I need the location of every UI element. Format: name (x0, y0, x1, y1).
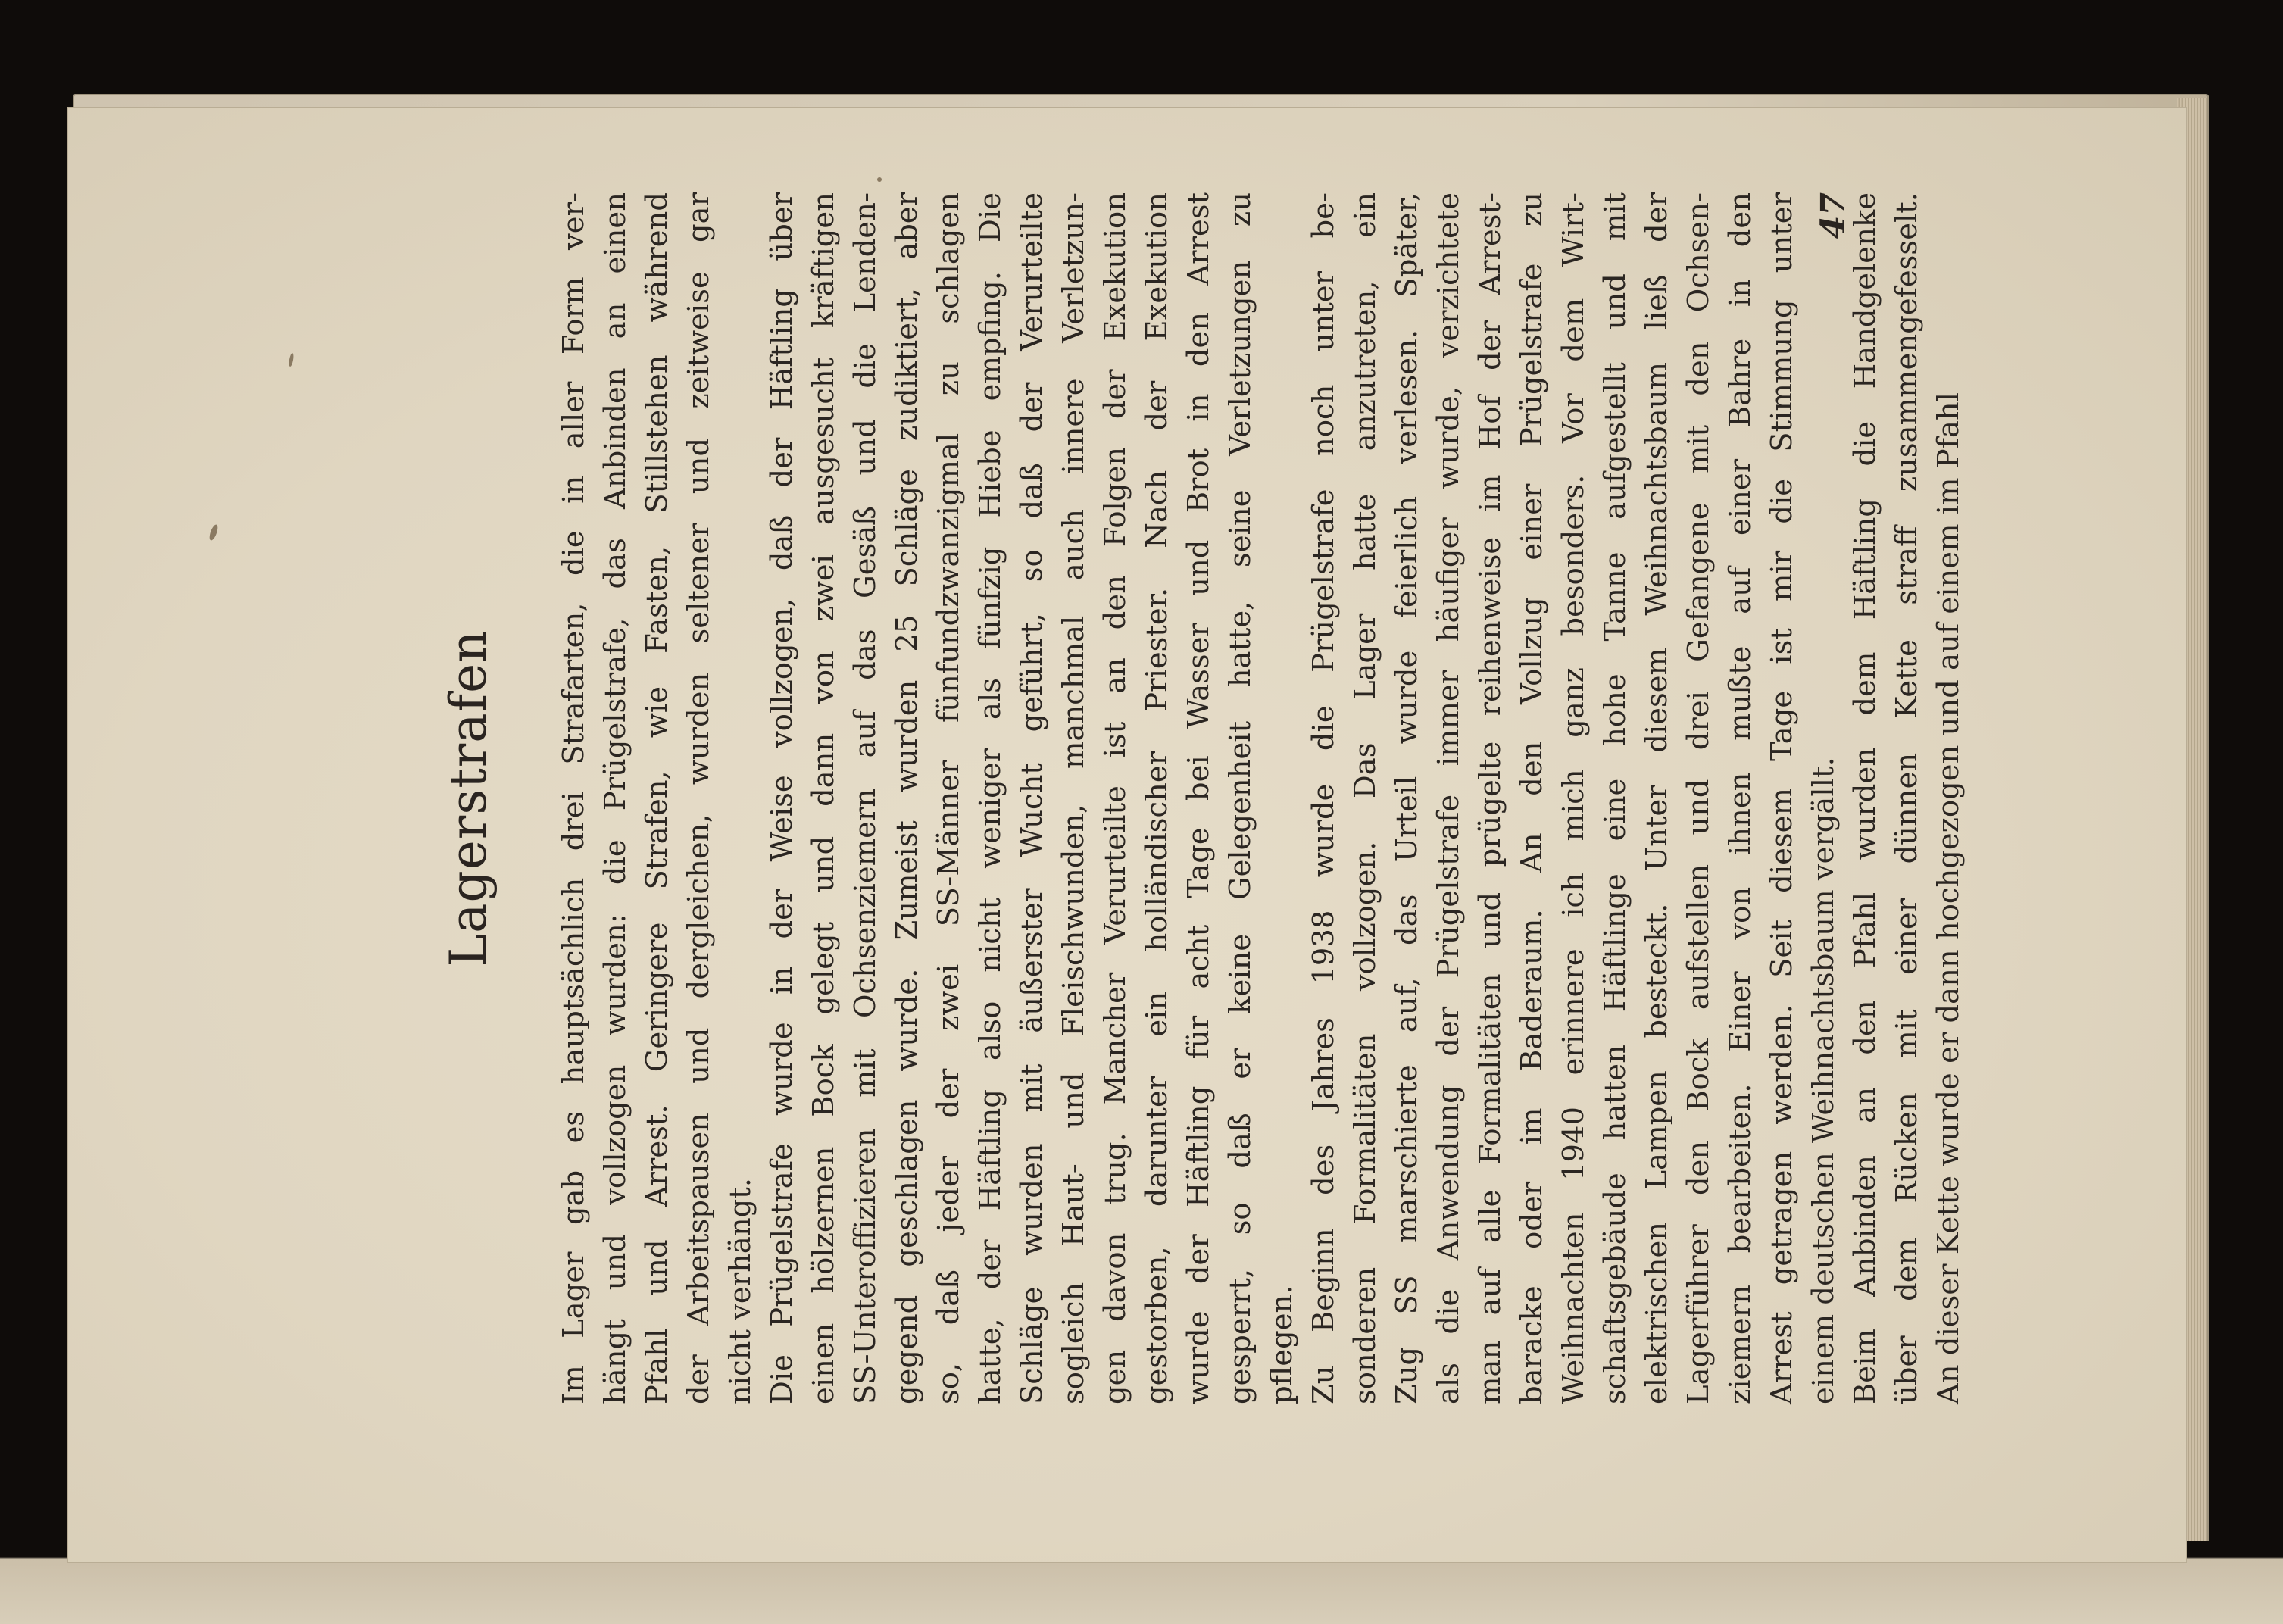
text-line: ziemern bearbeiten. Einer von ihnen mußte auf einer Bahre in den (1723, 192, 1757, 1404)
text-line: gen davon trug. Mancher Verurteilte ist an den Folgen der Exekution (1098, 192, 1132, 1404)
text-line: der Arbeitspausen und dergleichen, wurden seltener und zeitweise gar (682, 192, 716, 1404)
text-line: Weihnachten 1940 erinnere ich mich ganz besonders. Vor dem Wirt- (1557, 192, 1591, 1404)
paper-speck (208, 523, 219, 541)
text-line: Die Prügelstrafe wurde in der Weise vollzogen, daß der Häftling über (765, 192, 799, 1404)
text-line: Lagerführer den Bock aufstellen und drei Gefangene mit den Ochsen- (1682, 192, 1716, 1404)
text-line: man auf alle Formalitäten und prügelte reihenweise im Hof der Arrest- (1473, 192, 1507, 1404)
text-line: baracke oder im Baderaum. An den Vollzug einer Prügelstrafe zu (1515, 192, 1549, 1404)
paragraph (761, 192, 1303, 1404)
text-line: An dieser Kette wurde er dann hochgezogen und auf einem im Pfahl (1932, 392, 1966, 1404)
page-title: Lagerstrafen (439, 629, 498, 967)
text-line: Zu Beginn des Jahres 1938 wurde die Prügelstrafe noch unter be- (1307, 192, 1341, 1404)
text-line: Schläge wurden mit äußerster Wucht geführt, so daß der Verurteilte (1015, 192, 1049, 1404)
text-line: Beim Anbinden an den Pfahl wurden dem Häftling die Handgelenke (1848, 192, 1882, 1404)
text-line: einen hölzernen Bock gelegt und dann von zwei ausgesucht kräftigen (807, 192, 841, 1404)
text-line: Pfahl und Arrest. Geringere Strafen, wie Fasten, Stillstehen während (640, 192, 674, 1404)
page-number: 47 (1814, 192, 1853, 239)
text-line: hatte, der Häftling also nicht weniger als fünfzig Hiebe empfing. Die (973, 192, 1007, 1404)
text-line: sogleich Haut- und Fleischwunden, manchmal auch innere Verletzun- (1057, 192, 1091, 1404)
text-line: Im Lager gab es hauptsächlich drei Strafarten, die in aller Form ver- (557, 192, 591, 1404)
text-line: einem deutschen Weihnachtsbaum vergällt. (1807, 757, 1841, 1404)
text-line: pflegen. (1265, 1285, 1299, 1404)
text-line: über dem Rücken mit einer dünnen Kette straff zusammengefesselt. (1890, 192, 1924, 1404)
text-line: gestorben, darunter ein holländischer Priester. Nach der Exekution (1140, 192, 1174, 1404)
paragraph (553, 192, 761, 1404)
paragraph (1844, 192, 1969, 1404)
text-line: wurde der Häftling für acht Tage bei Wasser und Brot in den Arrest (1182, 192, 1216, 1404)
text-line: elektrischen Lampen besteckt. Unter diesem Weihnachtsbaum ließ der (1640, 192, 1674, 1404)
text-line: schaftsgebäude hatten Häftlinge eine hohe Tanne aufgestellt und mit (1598, 192, 1632, 1404)
paper-speck (288, 353, 294, 367)
text-line: als die Anwendung der Prügelstrafe immer häufiger wurde, verzichtete (1432, 192, 1466, 1404)
text-line: Zug SS marschierte auf, das Urteil wurde feierlich verlesen. Später, (1390, 192, 1424, 1404)
text-line: gegend geschlagen wurde. Zumeist wurden 25 Schläge zudiktiert, aber (890, 192, 924, 1404)
rotated-text-block (439, 192, 1966, 1404)
text-line: Arrest getragen werden. Seit diesem Tage ist mir die Stimmung unter (1765, 192, 1799, 1404)
text-line: so, daß jeder der zwei SS-Männer fünfundzwanzigmal zu schlagen (932, 192, 966, 1404)
text-line: hängt und vollzogen wurden: die Prügelstrafe, das Anbinden an einen (598, 192, 632, 1404)
paper-speck (877, 177, 882, 182)
body-text (553, 192, 1969, 1404)
text-line: nicht verhängt. (723, 1177, 757, 1404)
text-line: SS-Unteroffizieren mit Ochsenziemern auf das Gesäß und die Lenden- (848, 192, 882, 1404)
text-line: gesperrt, so daß er keine Gelegenheit hatte, seine Verletzungen zu (1223, 192, 1257, 1404)
text-line: sonderen Formalitäten vollzogen. Das Lager hatte anzutreten, ein (1348, 192, 1382, 1404)
paragraph (1303, 192, 1844, 1404)
